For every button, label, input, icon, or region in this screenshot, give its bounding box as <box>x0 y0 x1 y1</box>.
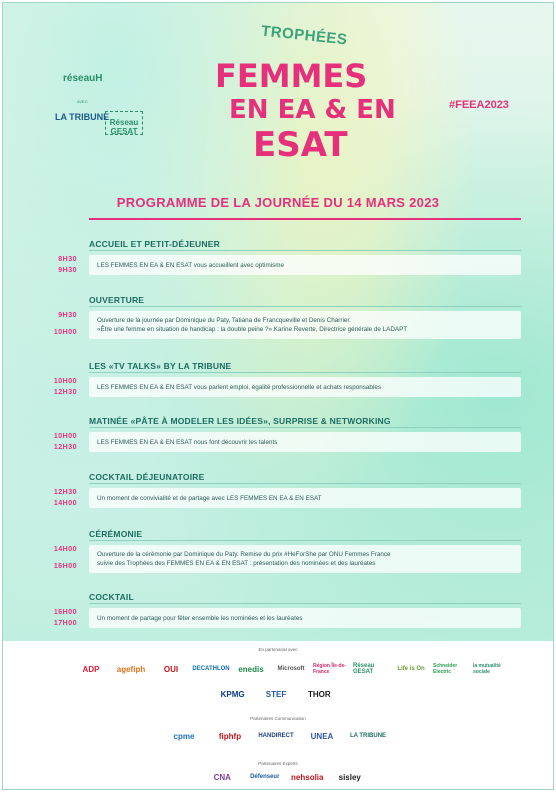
description-line: Un moment de convivialité et de partage avec LES FEMMES EN EA & EN ESAT <box>97 494 322 502</box>
end-time: 12H30 <box>53 444 77 451</box>
partner-logo: Défenseur <box>250 774 280 780</box>
partner-logo: KPMG <box>220 689 245 699</box>
section-divider <box>89 603 521 604</box>
description-line: «Être une femme en situation de handicap : la double peine ?» Karine Reverte, Directrice générale de LADAPT <box>97 326 408 333</box>
description-line: Ouverture de la cérémonie par Dominique du Paty. Remise du prix #HeForShe par ONU Femmes France <box>97 551 391 558</box>
description-line: suivie des Trophées des FEMMES EN EA & EN ESAT : présentation des nominées et des lauréates <box>97 560 376 567</box>
start-time: 10H00 <box>53 433 77 440</box>
programme-title: PROGRAMME DE LA JOURNÉE DU 14 MARS 2023 <box>116 195 440 210</box>
start-time: 9H30 <box>58 312 77 319</box>
description-line: LES FEMMES EN EA & EN ESAT vous parlent emploi, égalité professionnelle et achats responsables <box>97 383 381 391</box>
partner-logo: cpme <box>173 731 195 741</box>
experts-heading: Partenaires Experts <box>258 761 298 766</box>
partner-logo: nehsolia <box>291 772 324 782</box>
partners-heading: En partenariat avec <box>258 647 298 652</box>
partner-logo: sisley <box>338 772 361 782</box>
footer <box>3 641 553 790</box>
avec-label: AVEC <box>77 99 88 104</box>
end-time: 17H00 <box>53 620 77 627</box>
partner-logo: THOR <box>307 689 331 699</box>
reseau-h-logo: réseauH <box>63 73 103 84</box>
end-time: 16H00 <box>53 563 77 570</box>
partner-logo: STEF <box>265 689 287 699</box>
start-time: 12H30 <box>53 489 77 496</box>
start-time: 14H00 <box>53 546 77 553</box>
trophees-label: TROPHÉES <box>260 22 349 49</box>
partner-logo: OUI <box>163 664 179 674</box>
comm-heading: Partenaires Communication <box>250 716 306 721</box>
partner-logo: agefiph <box>116 664 146 674</box>
section-title: COCKTAIL <box>89 592 134 602</box>
description-line: Un moment de partage pour fêter ensemble les nominées et les lauréates <box>97 614 303 622</box>
poster <box>2 2 554 790</box>
session-description <box>89 432 521 452</box>
start-time: 10H00 <box>53 378 77 385</box>
pink-divider <box>89 218 521 220</box>
description-line: Ouverture de la journée par Dominique du Paty, Tatiana de Francqueville et Denis Charrier. <box>97 317 351 324</box>
end-time: 12H30 <box>53 389 77 396</box>
section-title: MATINÉE «PÂTE À MODELER LES IDÉES», SURPRISE & NETWORKING <box>89 416 391 426</box>
hashtag: #FEEA2023 <box>449 99 509 111</box>
gesat-logo: Réseau GESAT <box>105 111 143 135</box>
session-description <box>89 488 521 508</box>
session-description <box>89 545 521 573</box>
section-divider <box>89 372 521 373</box>
section-divider <box>89 306 521 307</box>
partner-logo: UNEA <box>310 731 334 741</box>
section-divider <box>89 250 521 251</box>
partner-logo: Région Île-de-France <box>313 663 347 675</box>
end-time: 14H00 <box>53 500 77 507</box>
description-line: LES FEMMES EN EA & EN ESAT vous accueillent avec optimisme <box>97 261 284 269</box>
section-divider <box>89 427 521 428</box>
session-description <box>89 608 521 628</box>
partner-logo: enedis <box>238 664 264 674</box>
section-title: OUVERTURE <box>89 295 145 305</box>
session-description <box>89 255 521 275</box>
partner-logo: HANDIRECT <box>258 733 294 739</box>
section-title: CÉRÉMONIE <box>89 529 143 539</box>
start-time: 16H00 <box>53 609 77 616</box>
title-line-2: EN EA & EN <box>229 95 396 125</box>
title-line-1: FEMMES <box>215 57 368 95</box>
partner-logo: fiphfp <box>218 731 242 741</box>
partner-logo: DECATHLON <box>192 666 230 672</box>
partner-logo: ADP <box>82 664 100 674</box>
description-line: LES FEMMES EN EA & EN ESAT nous font découvrir les talents <box>97 438 278 446</box>
section-title: COCKTAIL DÉJEUNATOIRE <box>89 472 205 482</box>
session-description <box>89 377 521 397</box>
partner-logo: Schneider Electric <box>433 663 458 675</box>
section-title: ACCUEIL ET PETIT-DÉJEUNER <box>89 239 220 249</box>
partner-logo: la mutualité sociale <box>473 663 501 675</box>
section-divider <box>89 540 521 541</box>
partner-logo: LA TRIBUNE <box>349 733 387 739</box>
partner-logo: Life is On <box>397 666 425 672</box>
partner-logo: Microsoft <box>277 666 305 672</box>
section-divider <box>89 483 521 484</box>
start-time: 8H30 <box>58 256 77 263</box>
end-time: 9H30 <box>58 267 77 274</box>
partner-logo: CNA <box>213 772 231 782</box>
title-line-3: ESAT <box>253 125 348 165</box>
section-title: LES «TV TALKS» BY LA TRIBUNE <box>89 361 232 371</box>
partner-logo: Réseau GESAT <box>353 663 375 675</box>
session-description <box>89 311 521 339</box>
end-time: 10H00 <box>53 329 77 336</box>
la-tribune-logo: LA TRIBUNE <box>55 112 110 122</box>
